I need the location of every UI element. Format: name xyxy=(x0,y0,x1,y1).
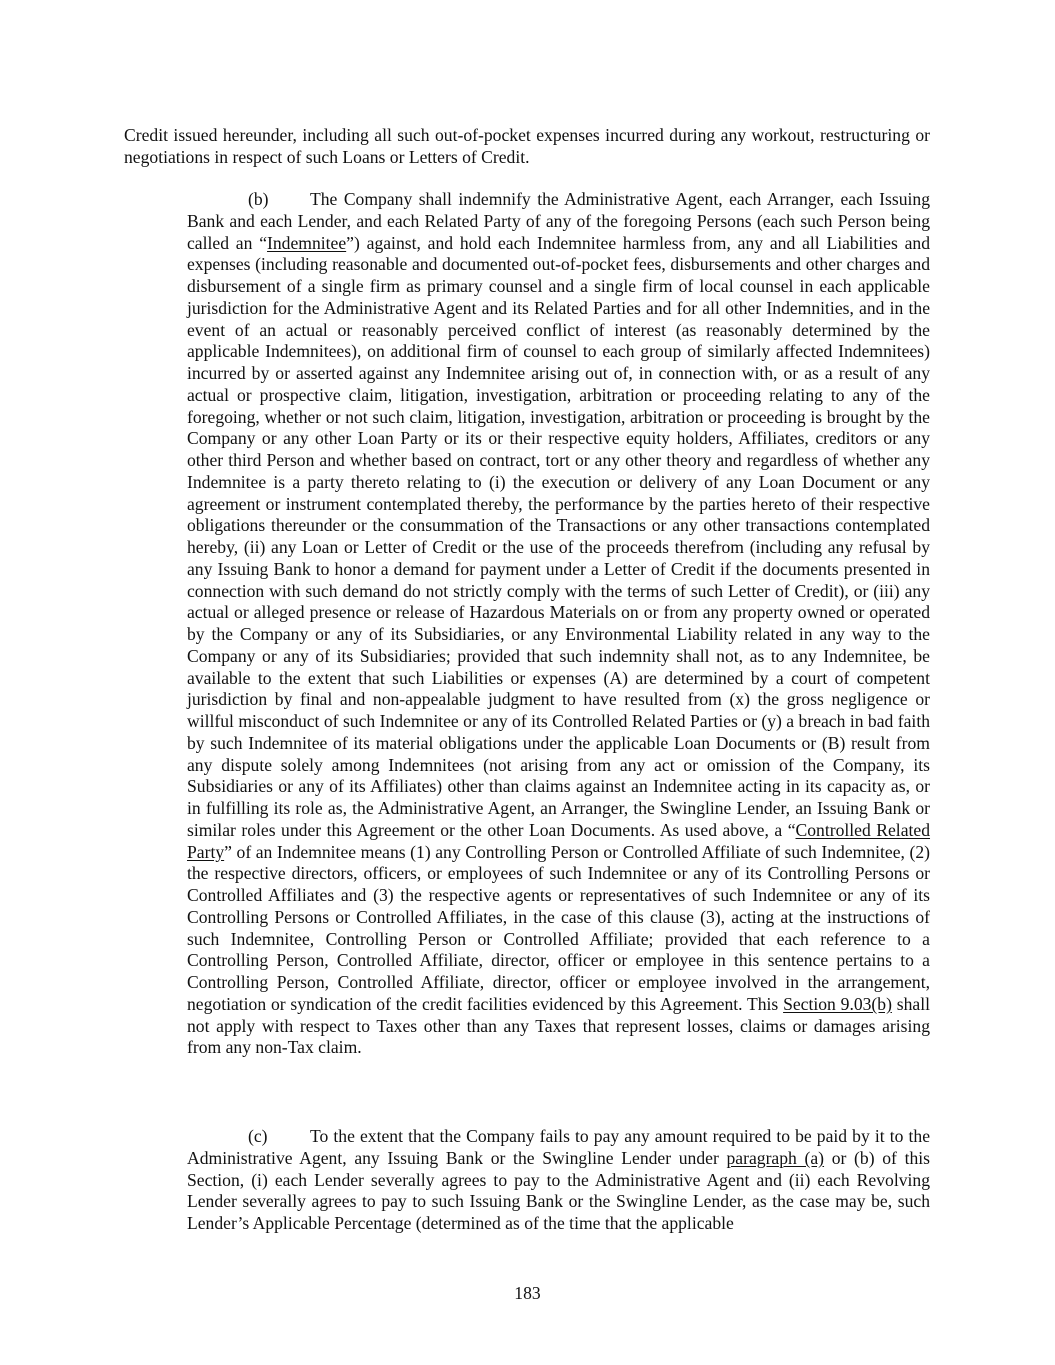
paragraph-text: To the extent that the Company fails to pay any amount required to be paid by it to the Administrative Agent, any Issuing Bank or the Swingline Lender under xyxy=(187,1126,930,1168)
paragraph-text: ”) against, and hold each Indemnitee harmless from, any and all Liabilities and expenses (including reasonable and documented out-of-pocket fees, disbursements and other charges and disbursement of a single firm as primary counsel and a single firm of local counsel in each applicable jurisdiction for the Administrative Agent and its Related Parties and for all other Indemnities, and in the event of an actual or reasonably perceived conflict of interest (as reasonably determined by the applicable Indemnitees), on additional firm of counsel to each group of similarly affected Indemnitees) incurred by or asserted against any Indemnitee arising out of, in connection with, or as a result of any actual or prospective claim, litigation, investigation, arbitration or proceeding relating to any of the foregoing, whether or not such claim, litigation, investigation, arbitration or proceeding is brought by the Company or any other Loan Party or its or their respective equity holders, Affiliates, creditors or any other third Person and whether based on contract, tort or any other theory and regardless of whether any Indemnitee is a party thereto relating to (i) the execution or delivery of any Loan Document or any agreement or instrument contemplated thereby, the performance by the parties hereto of their respective obligations thereunder or the consummation of the Transactions or any other transactions contemplated hereby, (ii) any Loan or Letter of Credit or the use of the proceeds therefrom (including any refusal by any Issuing Bank to honor a demand for payment under a Letter of Credit if the documents presented in connection with such demand do not strictly comply with the terms of such Letter of Credit), or (iii) any actual or alleged presence or release of Hazardous Materials on or from any property owned or operated by the Company or any of its Subsidiaries, or any Environmental Liability related in any way to the Company or any of its Subsidiaries; provided that such indemnity shall not, as to any Indemnitee, be available to the extent that such Liabilities or expenses (A) are determined by a court of competent jurisdiction by final and non-appealable judgment to have resulted from (x) the gross negligence or willful misconduct of such Indemnitee or any of its Controlled Related Parties or (y) a breach in bad faith by such Indemnitee of its material obligations under the applicable Loan Documents or (B) result from any dispute solely among Indemnitees (not arising from any act or omission of the Company, its Subsidiaries or any of its Affiliates) other than claims against an Indemnitee acting in its capacity as, or in fulfilling its role as, the Administrative Agent, an Arranger, the Swingline Lender, an Issuing Bank or similar roles under this Agreement or the other Loan Documents. As used above, a “ xyxy=(187,232,931,840)
defined-term-indemnitee: Indemnitee xyxy=(267,232,347,253)
section-reference: Section 9.03(b) xyxy=(783,993,892,1014)
paragraph-continuation xyxy=(124,125,930,169)
paragraph-text: ” of an Indemnitee means (1) any Controlling Person or Controlled Affiliate of such Indemnitee, (2) the respective directors, officers, or employees of such Indemnitee or any of its Controlling Persons or Controlled Affiliates and (3) the respective agents or representatives of such Indemnitee or any of its Controlling Persons or Controlled Affiliates, in the case of this clause (3), acting at the instructions of such Indemnitee, Controlling Person or Controlled Affiliate; provided that each reference to a Controlling Person, Controlled Affiliate, director, officer or employee in this sentence pertains to a Controlling Person, Controlled Affiliate, director, officer or employee involved in the arrangement, negotiation or syndication of the credit facilities evidenced by this Agreement. This xyxy=(187,841,930,1014)
paragraph-text: shall not apply with respect to Taxes other than any Taxes that represent losses, claims or damages arising from any non-Tax claim. xyxy=(187,993,930,1058)
paragraph-b xyxy=(187,189,930,1059)
defined-term-controlled-related-party: Controlled Related Party xyxy=(187,819,931,862)
paragraph-text: or (b) of this Section, (i) each Lender severally agrees to pay to the Administrative Agent and (ii) each Revolving Lender severally agrees to pay to such Issuing Bank or the Swingline Lender, as the case may be, such Lender’s Applicable Percentage (determined as of the time that the applicable xyxy=(187,1147,930,1233)
paragraph-reference: paragraph (a) xyxy=(726,1147,825,1168)
paragraph-label: (c) xyxy=(248,1126,268,1146)
paragraph-c xyxy=(187,1126,930,1235)
paragraph-label: (b) xyxy=(248,189,269,209)
page-number: 183 xyxy=(514,1283,541,1303)
paragraph-text: Credit issued hereunder, including all such out-of-pocket expenses incurred during any workout, restructuring or negotiations in respect of such Loans or Letters of Credit. xyxy=(124,125,930,167)
paragraph-text: The Company shall indemnify the Administrative Agent, each Arranger, each Issuing Bank and each Lender, and each Related Party of any of the foregoing Persons (each such Person being called an “ xyxy=(187,189,930,253)
